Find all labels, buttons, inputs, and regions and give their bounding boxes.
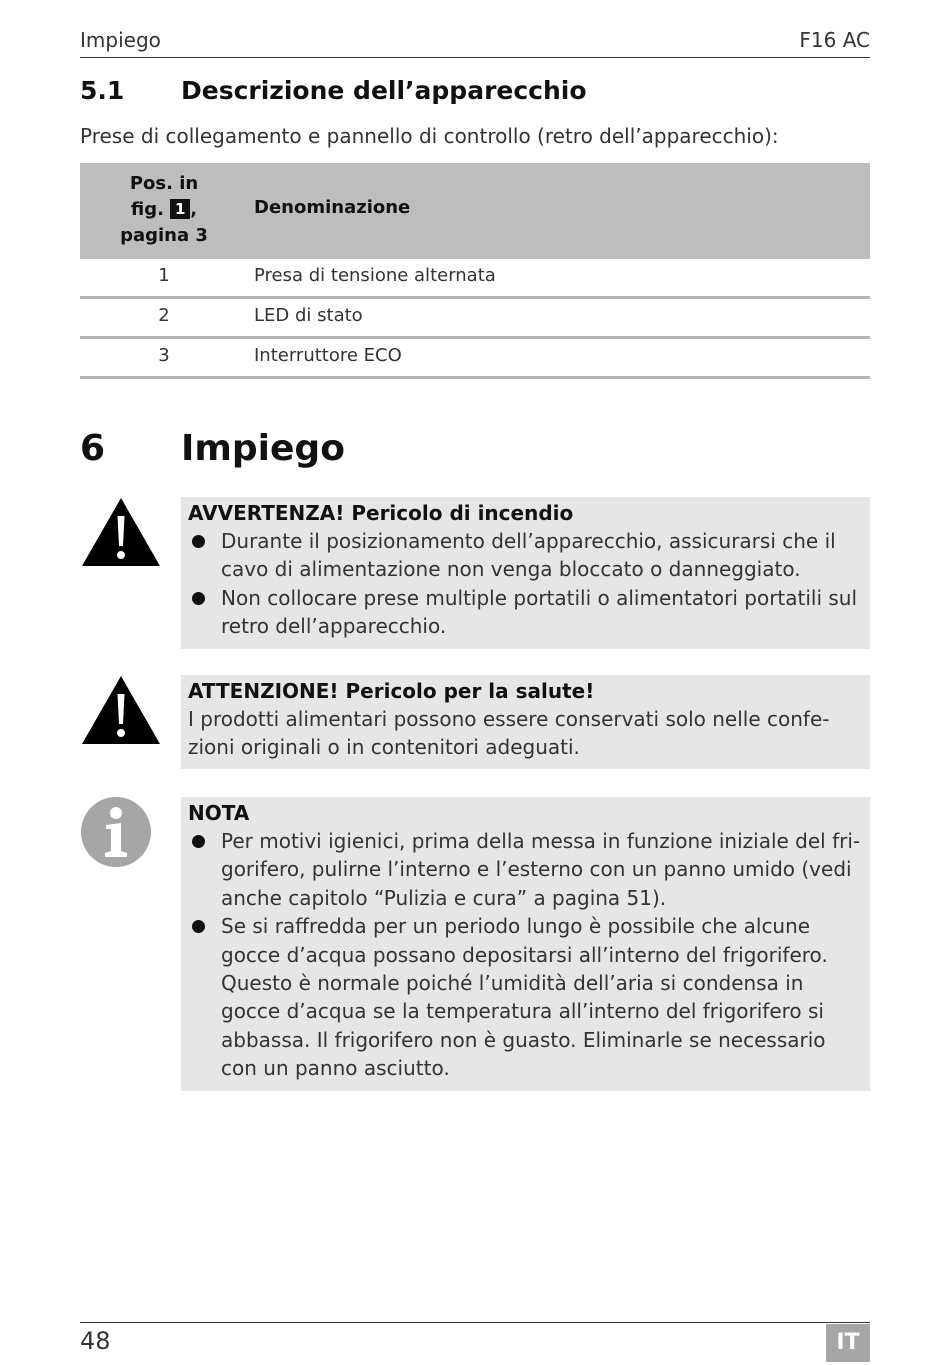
table-row (80, 259, 870, 299)
language-tab: IT (826, 1324, 870, 1362)
list-item (188, 827, 862, 912)
info-icon (80, 796, 152, 868)
row-name: LED di stato (254, 305, 363, 326)
caution-title: ATTENZIONE! Pericolo per la salute! (188, 679, 595, 703)
page-number: 48 (80, 1327, 111, 1355)
caution-box (181, 675, 870, 769)
section-intro: Prese di collegamento e pannello di controllo (retro dell’apparecchio): (80, 124, 779, 148)
components-table (80, 163, 870, 379)
column-header-comma: , (190, 199, 198, 220)
row-name: Presa di tensione alternata (254, 265, 496, 286)
header-model: F16 AC (799, 28, 870, 52)
list-item (188, 584, 862, 641)
warning-list (188, 527, 862, 641)
caution-text: I prodotti alimentari possono essere conservati solo nelle confe-zioni originali o in contenitori adeguati. (188, 707, 830, 759)
row-name: Interruttore ECO (254, 345, 402, 366)
row-position: 1 (158, 265, 170, 286)
header-section: Impiego (80, 28, 161, 52)
section-number: 5.1 (80, 76, 125, 105)
warning-triangle-icon (80, 674, 162, 746)
column-header-position (80, 171, 248, 249)
table-row (80, 299, 870, 339)
row-position: 2 (158, 305, 170, 326)
column-header-position-fig: fig. (130, 199, 164, 220)
warning-box (181, 497, 870, 649)
table-header (80, 163, 870, 259)
list-item-text: Per motivi igienici, prima della messa in funzione iniziale del fri-gorifero, pulirne l’interno e l’esterno con un panno umido (vedi anche capitolo “Pulizia e cura” a pagina 51). (221, 829, 861, 910)
figure-number-badge: 1 (170, 199, 190, 219)
row-position: 3 (158, 345, 170, 366)
bullet-icon (192, 835, 205, 848)
list-item-text: Durante il posizionamento dell’apparecchio, assicurarsi che il cavo di alimentazione non venga bloccato o danneggiato. (221, 529, 836, 582)
note-box (181, 797, 870, 1091)
page-header (80, 28, 870, 58)
section-title: Impiego (181, 428, 345, 469)
bullet-icon (192, 920, 205, 933)
list-item (188, 527, 862, 584)
bullet-icon (192, 592, 205, 605)
note-title: NOTA (188, 801, 250, 825)
section-title: Descrizione dell’apparecchio (181, 76, 587, 105)
note-list (188, 827, 862, 1083)
column-header-name: Denominazione (254, 197, 411, 218)
list-item-text: Non collocare prese multiple portatili o alimentatori portatili sul retro dell’apparecchio. (221, 585, 858, 639)
warning-title: AVVERTENZA! Pericolo di incendio (188, 501, 574, 525)
list-item-text: Se si raffredda per un periodo lungo è possibile che alcune gocce d’acqua possano depositarsi all’interno del frigorifero. Questo è normale poiché l’umidità dell’aria si condensa in gocce d’acqua se la temperatura all’interno del frigorifero si abbassa. Il frigorifero non è guasto. Eliminarle se necessario con un panno asciutto. (221, 914, 828, 1081)
list-item (188, 912, 862, 1082)
warning-triangle-icon (80, 496, 162, 568)
bullet-icon (192, 535, 205, 548)
footer-rule (80, 1322, 870, 1323)
column-header-position-line1: Pos. in (129, 173, 199, 194)
column-header-position-line3: pagina 3 (120, 225, 208, 246)
section-number: 6 (80, 428, 106, 469)
table-row (80, 339, 870, 379)
